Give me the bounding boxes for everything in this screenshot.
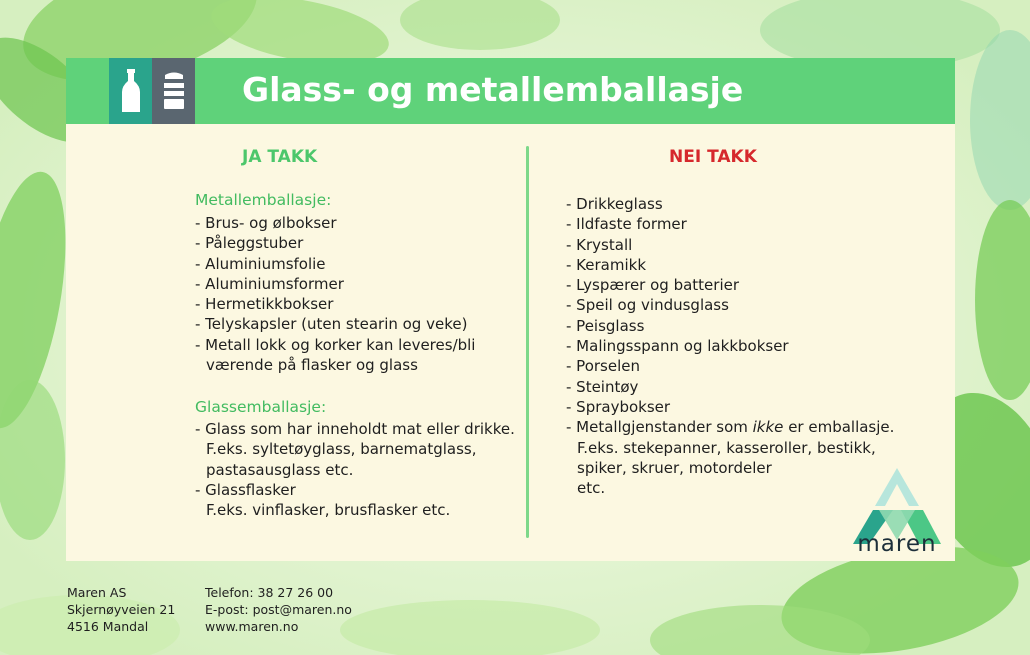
metal-item-continuation: værende på flasker og glass <box>206 356 418 375</box>
metal-item <box>195 335 475 376</box>
can-icon <box>162 71 186 111</box>
metal-item-text: - Aluminiumsformer <box>195 274 344 293</box>
header-bar <box>66 58 955 124</box>
glass-item-continuation: F.eks. syltetøyglass, barnematglass, <box>206 440 477 459</box>
nei-item-text: - Spraybokser <box>566 397 671 416</box>
metal-item-text: - Hermetikkbokser <box>195 295 334 314</box>
column-divider <box>526 146 529 538</box>
nei-item-text: - Ildfaste former <box>566 215 687 234</box>
glass-item <box>195 480 515 521</box>
metal-item-text: - Aluminiumsfolie <box>195 254 326 273</box>
metal-item <box>195 213 475 233</box>
can-icon-box <box>152 58 195 124</box>
nei-item <box>566 356 894 376</box>
nei-item-text: - Metallgjenstander som ikke er emballasje. <box>566 418 895 437</box>
nei-takk-heading: NEI TAKK <box>669 147 757 167</box>
nei-item-text: - Drikkeglass <box>566 195 663 213</box>
metal-section-title: Metallemballasje: <box>195 191 332 209</box>
nei-item <box>566 397 894 417</box>
metal-item <box>195 274 475 294</box>
glass-item-continuation: pastasausglass etc. <box>206 460 354 479</box>
nei-item-text: - Keramikk <box>566 255 647 274</box>
metal-item-text: - Brus- og ølbokser <box>195 214 337 232</box>
nei-item <box>566 295 894 315</box>
nei-item-continuation: etc. <box>577 479 606 498</box>
metal-item <box>195 294 475 314</box>
maren-logo-text: maren <box>857 531 937 557</box>
nei-item <box>566 255 894 275</box>
footer-contact-line: www.maren.no <box>205 619 299 634</box>
nei-item <box>566 377 894 397</box>
footer-address-line: Skjernøyveien 21 <box>67 602 176 617</box>
nei-item <box>566 336 894 356</box>
info-card <box>66 58 955 561</box>
nei-item-text: - Krystall <box>566 235 633 254</box>
nei-item <box>566 214 894 234</box>
footer-contact <box>205 584 352 635</box>
glass-section-title: Glassemballasje: <box>195 398 327 416</box>
metal-accepted-list <box>195 213 475 375</box>
metal-item-text: - Metall lokk og korker kan leveres/bli <box>195 335 476 354</box>
nei-item <box>566 417 894 498</box>
footer-address <box>67 584 175 635</box>
nei-item-text: - Lyspærer og batterier <box>566 276 740 295</box>
footer-contact-line: E-post: post@maren.no <box>205 602 352 617</box>
nei-item-text: - Porselen <box>566 357 640 376</box>
nei-item-continuation: spiker, skruer, motordeler <box>577 458 772 477</box>
page-title: Glass- og metallemballasje <box>242 70 744 109</box>
metal-item <box>195 254 475 274</box>
footer-address-line: Maren AS <box>67 585 127 600</box>
nei-item-text: - Steintøy <box>566 377 639 396</box>
metal-item <box>195 233 475 253</box>
glass-item-text: - Glass som har inneholdt mat eller drikke. <box>195 420 515 438</box>
glass-item-text: - Glassflasker <box>195 480 296 499</box>
nei-item <box>566 194 894 214</box>
metal-item-text: - Telyskapsler (uten stearin og veke) <box>195 315 468 334</box>
footer-address-line: 4516 Mandal <box>67 619 149 634</box>
bottle-icon <box>120 68 142 114</box>
nei-item <box>566 275 894 295</box>
nei-item-continuation: F.eks. stekepanner, kasseroller, bestikk, <box>577 438 876 457</box>
footer-contact-line: Telefon: 38 27 26 00 <box>205 585 334 600</box>
ja-takk-heading: JA TAKK <box>242 147 318 167</box>
glass-item <box>195 419 515 480</box>
metal-item-text: - Påleggstuber <box>195 234 304 253</box>
glass-accepted-list <box>195 419 515 520</box>
nei-item-text: - Speil og vindusglass <box>566 296 729 315</box>
bottle-icon-box <box>109 58 152 124</box>
metal-item <box>195 314 475 334</box>
glass-item-continuation: F.eks. vinflasker, brusflasker etc. <box>206 501 451 520</box>
nei-item-text: - Peisglass <box>566 316 645 335</box>
not-accepted-list <box>566 194 894 498</box>
nei-item <box>566 316 894 336</box>
nei-item <box>566 235 894 255</box>
nei-item-text: - Malingsspann og lakkbokser <box>566 337 789 356</box>
